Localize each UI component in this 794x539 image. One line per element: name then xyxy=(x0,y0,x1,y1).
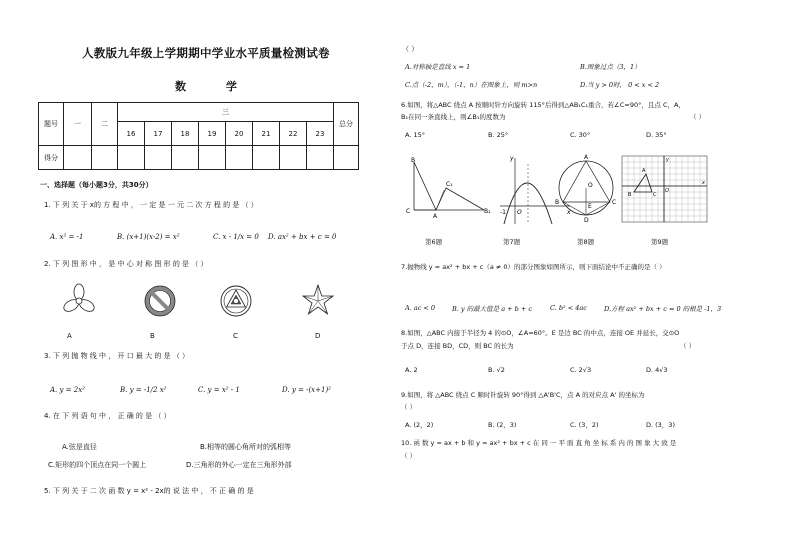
score-cell[interactable] xyxy=(307,146,334,170)
q3-option-c: C. y = x² - 1 xyxy=(198,386,240,394)
q9-stem: 9.如图，将 △ABC 绕点 C 顺时针旋转 90°得到 △A'B'C，点 A 的对应点 A' 的坐标为 xyxy=(401,391,645,399)
star-figure xyxy=(303,285,333,314)
fig9-diagram xyxy=(622,156,707,222)
fig7-diagram xyxy=(500,155,571,224)
score-header-defen: 得分 xyxy=(39,146,64,170)
score-cell[interactable] xyxy=(92,146,118,170)
q8-paren: （ ） xyxy=(680,342,696,350)
score-subnum: 20 xyxy=(226,122,253,146)
q2-label-d: D xyxy=(315,332,321,340)
fig6-label-c1: C₁ xyxy=(446,181,453,188)
fig8-label-o: O xyxy=(588,182,593,189)
score-cell[interactable] xyxy=(199,146,226,170)
prohibition-sign-figure xyxy=(145,286,175,316)
q9-option-b: B. (2，3) xyxy=(488,421,517,429)
fig7-label-o: O xyxy=(517,209,522,216)
q8-line2: 于点 D，连接 BD，CD，则 BC 的长为 xyxy=(401,342,514,350)
fig9-label-o: O xyxy=(665,188,669,194)
q5-paren: （ ） xyxy=(402,45,419,53)
q6-paren: （ ） xyxy=(690,113,706,121)
score-cell[interactable] xyxy=(334,146,359,170)
q4-option-c: C.矩形的四个顶点在同一个圆上 xyxy=(48,461,147,469)
q1-option-a: A. x² = -1 xyxy=(50,233,84,241)
section1-heading: 一、选择题（每小题3分，共30分） xyxy=(40,181,153,189)
score-header-total: 总分 xyxy=(334,103,359,146)
fig9-label-b: B xyxy=(628,192,632,198)
score-cell[interactable] xyxy=(280,146,307,170)
q10-paren: （ ） xyxy=(401,452,417,460)
q2-stem: 2. 下 列 图 形 中 ， 是 中 心 对 称 图 形 的 是 （ ） xyxy=(44,260,208,268)
q6-line2: B₁在同一条直线上，则∠B₁的度数为 xyxy=(401,113,506,121)
q4-option-d: D.三角形的外心一定在三角形外部 xyxy=(186,461,292,469)
q3-stem: 3. 下 列 抛 物 线 中 ， 开 口 最 大 的 是 （ ） xyxy=(44,352,190,360)
score-subnum: 19 xyxy=(199,122,226,146)
q3-option-d: D. y = -(x+1)² xyxy=(282,386,331,394)
score-header-part3: 三 xyxy=(118,103,334,122)
fig9-caption: 第9题 xyxy=(651,238,669,246)
q5-stem: 5. 下 列 关 于 二 次 函 数 y = x² - 2x的 说 法 中 ， 不 正 确 的 是 xyxy=(44,487,254,495)
fig8-label-d: D xyxy=(584,217,589,224)
score-cell[interactable] xyxy=(172,146,199,170)
q2-label-c: C xyxy=(233,332,238,340)
q4-option-b: B.相等的圆心角所对的弧相等 xyxy=(200,443,292,451)
figures-row xyxy=(402,150,722,228)
score-table xyxy=(38,102,359,170)
fig8-caption: 第8题 xyxy=(577,238,595,246)
score-cell[interactable] xyxy=(253,146,280,170)
q2-label-b: B xyxy=(150,332,155,340)
fig9-label-x: x xyxy=(702,180,705,186)
fig6-label-b1: B₁ xyxy=(484,208,491,215)
circle-triangle-figure xyxy=(221,286,251,316)
score-subnum: 23 xyxy=(307,122,334,146)
score-subnum: 21 xyxy=(253,122,280,146)
score-cell[interactable] xyxy=(145,146,172,170)
fig6-caption: 第6题 xyxy=(425,238,443,246)
fig6-label-a: A xyxy=(433,213,438,220)
q8-option-b: B. √2 xyxy=(488,366,505,374)
score-header-part2: 二 xyxy=(92,103,118,146)
fig6-label-b: B xyxy=(411,157,416,164)
fig8-label-e: E xyxy=(588,203,592,210)
q7-option-d: D.方程 ax² + bx + c = 0 的根是 -1，3 xyxy=(604,305,722,313)
q5-option-a: A.对称轴是直线 x = 1 xyxy=(405,63,471,71)
score-header-tihao: 题号 xyxy=(39,103,64,146)
score-cell[interactable] xyxy=(64,146,92,170)
score-subnum: 22 xyxy=(280,122,307,146)
fig8-diagram xyxy=(555,154,616,224)
score-subnum: 18 xyxy=(172,122,199,146)
q6-option-d: D. 35° xyxy=(646,131,667,139)
page-title: 人教版九年级上学期期中学业水平质量检测试卷 xyxy=(82,46,330,60)
q1-option-b: B. (x+1)(x-2) = x² xyxy=(117,233,180,241)
q2-figures xyxy=(60,283,360,323)
q6-option-a: A. 15° xyxy=(405,131,425,139)
fig6-label-c: C xyxy=(406,208,411,215)
fan-figure xyxy=(62,284,96,314)
q4-option-a: A.弦是直径 xyxy=(62,443,97,451)
q2-label-a: A xyxy=(67,332,72,340)
fig8-label-a: A xyxy=(584,154,589,161)
q6-line1: 6.如图，将△ABC 绕点 A 按顺时针方向旋转 115°后得到△AB₁C₁重合，若∠C=90°，且点 C，A， xyxy=(401,101,685,109)
q7-option-b: B. y 的最大值是 a + b + c xyxy=(452,305,533,313)
q7-stem: 7.抛物线 y = ax² + bx + c（a ≠ 0）的部分图象如图所示，则下面结论中不正确的是（ ） xyxy=(401,263,666,271)
score-header-part1: 一 xyxy=(64,103,92,146)
fig7-label-x: x xyxy=(567,209,571,216)
fig9-label-c: C xyxy=(653,192,657,198)
q9-option-d: D. (3，3) xyxy=(646,421,675,429)
fig8-label-c: C xyxy=(612,199,617,206)
q5-option-d: D.当 y > 0时， 0 < x < 2 xyxy=(580,81,660,89)
q8-option-d: D. 4√3 xyxy=(646,366,668,374)
fig7-caption: 第7题 xyxy=(503,238,521,246)
q4-stem: 4. 在 下 列 语 句 中 ， 正 确 的 是 （ ） xyxy=(44,412,171,420)
q1-option-c: C. x - 1/x = 0 xyxy=(213,233,259,241)
q7-option-a: A. ac < 0 xyxy=(405,304,436,312)
q9-option-a: A. (2，2) xyxy=(405,421,434,429)
q1-option-d: D. ax² + bx + c = 0 xyxy=(268,233,337,241)
q5-option-c: C.点（-2，m），（-1，n）在图象上，则 m>n xyxy=(405,81,538,89)
q3-option-a: A. y = 2x² xyxy=(50,386,85,394)
q8-option-c: C. 2√3 xyxy=(570,366,592,374)
fig7-label-y: y xyxy=(510,155,514,162)
q9-paren: （ ） xyxy=(401,403,417,411)
score-subnum: 16 xyxy=(118,122,145,146)
fig9-label-y: y xyxy=(666,157,669,163)
fig6-diagram xyxy=(406,157,491,220)
subject-title: 数 学 xyxy=(175,80,255,93)
q1-stem: 1. 下 列 关 于 x的 方 程 中 ， 一 定 是 一 元 二 次 方 程 的 是 （ ） xyxy=(44,201,258,209)
q8-option-a: A. 2 xyxy=(405,366,418,374)
q3-option-b: B. y = -1/2 x² xyxy=(120,386,167,394)
score-cell[interactable] xyxy=(118,146,145,170)
q6-option-c: C. 30° xyxy=(570,131,591,139)
q10-stem: 10. 函 数 y = ax + b 和 y = ax² + bx + c 在 同 一 平 面 直 角 坐 标 系 内 的 图 象 大 致 是 xyxy=(401,439,677,447)
q6-option-b: B. 25° xyxy=(488,131,509,139)
q5-option-b: B.图象过点（3，1） xyxy=(580,63,641,71)
fig7-label-minus1: -1 xyxy=(500,209,506,216)
score-subnum: 17 xyxy=(145,122,172,146)
fig8-label-b: B xyxy=(555,199,560,206)
fig9-label-a: A xyxy=(642,168,646,174)
q7-option-c: C. b² < 4ac xyxy=(550,304,587,312)
score-cell[interactable] xyxy=(226,146,253,170)
q9-option-c: C. (3，2) xyxy=(570,421,599,429)
q8-line1: 8.如图，△ABC 内接于半径为 4 的⊙O，∠A=60°。E 是边 BC 的中点，连接 OE 并延长，交⊙O xyxy=(401,329,680,337)
